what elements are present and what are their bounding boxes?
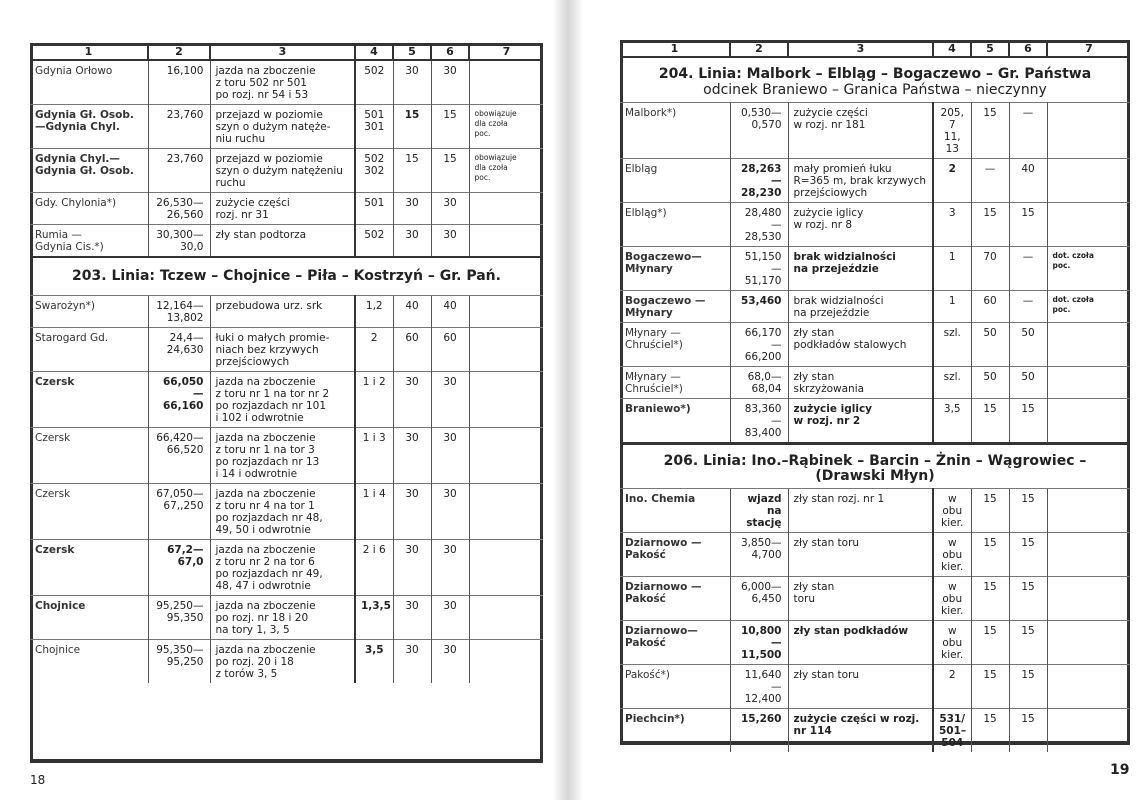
page-number-right: 19 <box>1110 762 1130 778</box>
speed-cell-6: 15 <box>1009 489 1047 533</box>
remarks-cell <box>1047 665 1130 709</box>
track-cell: szl. <box>933 367 971 399</box>
reason-cell: zużycie iglicy w rozj. nr 2 <box>788 399 933 444</box>
speed-cell-6: — <box>1009 291 1047 323</box>
column-header-row <box>620 40 1130 57</box>
col-header-1: 1 <box>30 43 148 60</box>
speed-cell-5: 15 <box>393 149 431 193</box>
remarks-cell <box>1047 577 1130 621</box>
location-cell: Bogaczewo — Młynary <box>620 291 730 323</box>
section-206-heading-row <box>620 444 1130 489</box>
reason-cell: przejazd w poziomie szyn o dużym natęże- niu ruchu <box>210 105 355 149</box>
speed-cell-5: 15 <box>971 665 1009 709</box>
reason-cell: brak widzialności na przejeździe <box>788 247 933 291</box>
km-cell: 23,760 <box>148 105 210 149</box>
speed-cell-6: 30 <box>431 225 469 258</box>
speed-cell-6: 15 <box>431 105 469 149</box>
location-cell: Braniewo*) <box>620 399 730 444</box>
table-row <box>620 533 1130 577</box>
table-row <box>30 225 543 258</box>
location-cell: Gdynia Gł. Osob. —Gdynia Chyl. <box>30 105 148 149</box>
km-cell: 16,100 <box>148 60 210 105</box>
track-cell: 1,3,5 <box>355 596 393 640</box>
km-cell: wjazd na stację <box>730 489 788 533</box>
reason-cell: przebudowa urz. srk <box>210 296 355 328</box>
km-cell: 15,260 <box>730 709 788 753</box>
reason-cell: jazda na zboczenie po rozj. 20 i 18 z torów 3, 5 <box>210 640 355 684</box>
speed-cell-6: 30 <box>431 193 469 225</box>
speed-cell-5: 30 <box>393 372 431 428</box>
location-cell: Bogaczewo— Młynary <box>620 247 730 291</box>
km-cell: 66,050— 66,160 <box>148 372 210 428</box>
table-row <box>620 159 1130 203</box>
speed-cell-6: 15 <box>1009 665 1047 709</box>
col-header-7: 7 <box>469 43 543 60</box>
reason-cell: zużycie części w rozj. nr 114 <box>788 709 933 753</box>
remarks-cell <box>1047 159 1130 203</box>
reason-cell: zły stan rozj. nr 1 <box>788 489 933 533</box>
remarks-cell: obowiązuje dla czoła poc. <box>469 149 543 193</box>
track-cell: 1 <box>933 247 971 291</box>
page-number-left: 18 <box>30 773 46 787</box>
speed-cell-5: — <box>971 159 1009 203</box>
km-cell: 66,420— 66,520 <box>148 428 210 484</box>
speed-cell-6: 15 <box>1009 577 1047 621</box>
speed-cell-5: 30 <box>393 540 431 596</box>
table-row <box>620 709 1130 753</box>
location-cell: Chojnice <box>30 640 148 684</box>
table-row <box>30 193 543 225</box>
km-cell: 51,150— 51,170 <box>730 247 788 291</box>
track-cell: 2 <box>355 328 393 372</box>
location-cell: Gdynia Orłowo <box>35 65 113 77</box>
speed-cell-6: 15 <box>1009 621 1047 665</box>
track-cell: 502 302 <box>355 149 393 193</box>
location-cell: Młynary — Chruściel*) <box>620 323 730 367</box>
track-cell: w obu kier. <box>933 533 971 577</box>
km-cell: 30,300— 30,0 <box>148 225 210 258</box>
remarks-cell <box>1047 367 1130 399</box>
km-cell: 12,164— 13,802 <box>148 296 210 328</box>
speed-cell-5: 15 <box>971 489 1009 533</box>
speed-cell-5: 15 <box>971 709 1009 753</box>
track-cell: w obu kier. <box>933 621 971 665</box>
speed-cell-6: 30 <box>431 428 469 484</box>
section-203-rows <box>30 296 543 684</box>
speed-cell-6: 60 <box>431 328 469 372</box>
section-206-subheading: (Drawski Młyn) <box>815 468 935 484</box>
track-cell: 3,5 <box>355 640 393 684</box>
speed-cell-5: 15 <box>971 577 1009 621</box>
speed-cell-5: 60 <box>393 328 431 372</box>
table-row <box>30 540 543 596</box>
col-header-2: 2 <box>730 40 788 57</box>
km-cell: 23,760 <box>148 149 210 193</box>
remarks-cell <box>469 596 543 640</box>
col-header-4: 4 <box>933 40 971 57</box>
speed-cell-5: 30 <box>393 596 431 640</box>
reason-cell: zły stan toru <box>788 577 933 621</box>
location-cell: Młynary — Chruściel*) <box>620 367 730 399</box>
left-page <box>30 43 543 763</box>
remarks-cell <box>469 540 543 596</box>
col-header-5: 5 <box>393 43 431 60</box>
table-row <box>620 323 1130 367</box>
table-row <box>620 665 1130 709</box>
reason-cell: jazda na zboczenie z toru nr 2 na tor 6 po rozjazdach nr 49, 48, 47 i odwrotnie <box>210 540 355 596</box>
speed-cell-6: 40 <box>431 296 469 328</box>
reason-cell: jazda na zboczenie z toru nr 1 na tor 3 po rozjazdach nr 13 i 14 i odwrotnie <box>210 428 355 484</box>
speed-cell-5: 15 <box>971 399 1009 444</box>
reason-cell: łuki o małych promie- niach bez krzywych przejściowych <box>210 328 355 372</box>
km-cell: 6,000— 6,450 <box>730 577 788 621</box>
col-header-2: 2 <box>148 43 210 60</box>
table-row <box>620 103 1130 159</box>
speed-cell-5: 15 <box>971 533 1009 577</box>
speed-cell-6: 30 <box>431 372 469 428</box>
section-204-heading-row <box>620 57 1130 103</box>
table-row <box>620 399 1130 444</box>
track-cell: 2 i 6 <box>355 540 393 596</box>
speed-cell-5: 30 <box>393 428 431 484</box>
location-cell: Ino. Chemia <box>620 489 730 533</box>
track-cell: 501 301 <box>355 105 393 149</box>
remarks-cell <box>469 225 543 258</box>
location-cell: Gdynia Chyl.— Gdynia Gł. Osob. <box>30 149 148 193</box>
reason-cell: zużycie części rozj. nr 31 <box>210 193 355 225</box>
track-cell: 1 i 2 <box>355 372 393 428</box>
speed-cell-6: 30 <box>431 596 469 640</box>
left-top-rows <box>30 60 543 257</box>
location-cell: Czersk <box>30 484 148 540</box>
location-cell: Elbląg*) <box>620 203 730 247</box>
col-header-3: 3 <box>210 43 355 60</box>
speed-cell-5: 30 <box>393 225 431 258</box>
km-cell: 95,250— 95,350 <box>148 596 210 640</box>
track-cell: 1 <box>933 291 971 323</box>
col-header-3: 3 <box>788 40 933 57</box>
speed-cell-5: 50 <box>971 367 1009 399</box>
track-cell: 531/ 501– 504 <box>933 709 971 753</box>
speed-cell-6: 50 <box>1009 367 1047 399</box>
km-cell: 53,460 <box>730 291 788 323</box>
section-206-rows <box>620 489 1130 753</box>
section-206-heading: 206. Linia: Ino.–Rąbinek – Barcin – Żnin – Wągrowiec – <box>663 453 1087 469</box>
col-header-1: 1 <box>620 40 730 57</box>
reason-cell: zły stan podtorza <box>210 225 355 258</box>
speed-cell-5: 15 <box>971 103 1009 159</box>
table-row <box>620 291 1130 323</box>
location-cell: Chojnice <box>30 596 148 640</box>
speed-cell-6: 40 <box>1009 159 1047 203</box>
speed-cell-5: 60 <box>971 291 1009 323</box>
km-cell: 28,263— 28,230 <box>730 159 788 203</box>
table-row <box>30 428 543 484</box>
reason-cell: jazda na zboczenie po rozj. nr 18 i 20 na tory 1, 3, 5 <box>210 596 355 640</box>
remarks-cell <box>1047 203 1130 247</box>
reason-cell: zużycie iglicy w rozj. nr 8 <box>788 203 933 247</box>
km-cell: 11,640— 12,400 <box>730 665 788 709</box>
km-cell: 0,530— 0,570 <box>730 103 788 159</box>
track-cell: 502 <box>355 60 393 105</box>
right-page <box>620 40 1130 749</box>
speed-cell-6: — <box>1009 247 1047 291</box>
table-row <box>620 203 1130 247</box>
reason-cell: zły stan podkładów stalowych <box>788 323 933 367</box>
table-row <box>620 489 1130 533</box>
remarks-cell <box>1047 533 1130 577</box>
track-cell: 1,2 <box>355 296 393 328</box>
table-row <box>30 105 543 149</box>
section-203-heading: 203. Linia: Tczew – Chojnice – Piła – Kostrzyń – Gr. Pań. <box>72 268 501 284</box>
section-204-rows <box>620 103 1130 444</box>
reason-cell: zły stan toru <box>788 665 933 709</box>
speed-cell-6: — <box>1009 103 1047 159</box>
track-cell: w obu kier. <box>933 577 971 621</box>
reason-cell: zły stan skrzyżowania <box>788 367 933 399</box>
speed-cell-6: 30 <box>431 60 469 105</box>
remarks-cell <box>469 484 543 540</box>
table-row <box>30 60 543 105</box>
remarks-cell <box>469 428 543 484</box>
speed-cell-5: 15 <box>971 621 1009 665</box>
location-cell: Elbląg <box>620 159 730 203</box>
speed-cell-6: 30 <box>431 540 469 596</box>
left-table <box>30 43 543 683</box>
section-203-heading-row <box>30 257 543 296</box>
remarks-cell <box>469 640 543 684</box>
table-row <box>30 296 543 328</box>
speed-cell-5: 40 <box>393 296 431 328</box>
location-cell: Czersk <box>30 428 148 484</box>
speed-cell-6: 30 <box>431 640 469 684</box>
col-header-6: 6 <box>1009 40 1047 57</box>
remarks-cell <box>1047 103 1130 159</box>
location-cell: Rumia — Gdynia Cis.*) <box>30 225 148 258</box>
table-row <box>30 328 543 372</box>
remarks-cell: obowiązuje dla czoła poc. <box>469 105 543 149</box>
reason-cell: mały promień łuku R=365 m, brak krzywych przejściowych <box>788 159 933 203</box>
table-row <box>620 621 1130 665</box>
section-204-heading: 204. Linia: Malbork – Elbląg – Bogaczewo – Gr. Państwa <box>658 66 1092 82</box>
col-header-6: 6 <box>431 43 469 60</box>
km-cell: 83,360— 83,400 <box>730 399 788 444</box>
location-cell: Malbork*) <box>620 103 730 159</box>
track-cell: 205, 7 11, 13 <box>933 103 971 159</box>
speed-cell-5: 30 <box>393 193 431 225</box>
col-header-5: 5 <box>971 40 1009 57</box>
km-cell: 26,530— 26,560 <box>148 193 210 225</box>
location-cell: Gdy. Chylonia*) <box>30 193 148 225</box>
location-cell: Pakość*) <box>620 665 730 709</box>
speed-cell-6: 15 <box>1009 533 1047 577</box>
speed-cell-5: 50 <box>971 323 1009 367</box>
reason-cell: brak widzialności na przejeździe <box>788 291 933 323</box>
speed-cell-6: 15 <box>431 149 469 193</box>
table-row <box>30 149 543 193</box>
table-row <box>620 577 1130 621</box>
speed-cell-6: 50 <box>1009 323 1047 367</box>
speed-cell-5: 15 <box>971 203 1009 247</box>
location-cell: Dziarnowo — Pakość <box>620 533 730 577</box>
table-row <box>30 640 543 684</box>
speed-cell-6: 15 <box>1009 203 1047 247</box>
speed-cell-5: 15 <box>393 105 431 149</box>
speed-cell-5: 30 <box>393 484 431 540</box>
speed-cell-6: 30 <box>431 484 469 540</box>
remarks-cell <box>469 60 543 105</box>
reason-cell: zły stan podkładów <box>788 621 933 665</box>
remarks-cell <box>1047 323 1130 367</box>
track-cell: 3 <box>933 203 971 247</box>
remarks-cell <box>1047 709 1130 753</box>
remarks-cell <box>469 193 543 225</box>
location-cell: Dziarnowo — Pakość <box>620 577 730 621</box>
location-cell: Czersk <box>30 372 148 428</box>
track-cell: 2 <box>933 665 971 709</box>
km-cell: 24,4— 24,630 <box>148 328 210 372</box>
reason-cell: jazda na zboczenie z toru nr 1 na tor nr 2 po rozjazdach nr 101 i 102 i odwrotnie <box>210 372 355 428</box>
remarks-cell <box>1047 489 1130 533</box>
table-row <box>620 247 1130 291</box>
km-cell: 3,850— 4,700 <box>730 533 788 577</box>
col-header-7: 7 <box>1047 40 1130 57</box>
right-table <box>620 40 1130 752</box>
km-cell: 67,050— 67,,250 <box>148 484 210 540</box>
speed-cell-6: 15 <box>1009 399 1047 444</box>
col-header-4: 4 <box>355 43 393 60</box>
km-cell: 67,2— 67,0 <box>148 540 210 596</box>
track-cell: szl. <box>933 323 971 367</box>
km-cell: 10,800— 11,500 <box>730 621 788 665</box>
remarks-cell <box>1047 399 1130 444</box>
location-cell: Starogard Gd. <box>30 328 148 372</box>
speed-cell-5: 30 <box>393 640 431 684</box>
track-cell: 2 <box>933 159 971 203</box>
column-header-row <box>30 43 543 60</box>
speed-cell-5: 30 <box>393 60 431 105</box>
table-row <box>30 596 543 640</box>
section-204-subheading: odcinek Braniewo – Granica Państwa – nieczynny <box>703 82 1047 98</box>
speed-cell-5: 70 <box>971 247 1009 291</box>
km-cell: 28,480— 28,530 <box>730 203 788 247</box>
location-cell: Dziarnowo— Pakość <box>620 621 730 665</box>
remarks-cell <box>469 296 543 328</box>
track-cell: 1 i 3 <box>355 428 393 484</box>
reason-cell: zły stan toru <box>788 533 933 577</box>
remarks-cell: dot. czoła poc. <box>1047 247 1130 291</box>
km-cell: 66,170— 66,200 <box>730 323 788 367</box>
location-cell: Czersk <box>30 540 148 596</box>
remarks-cell <box>469 372 543 428</box>
track-cell: 501 <box>355 193 393 225</box>
reason-cell: zużycie części w rozj. nr 181 <box>788 103 933 159</box>
remarks-cell: dot. czoła poc. <box>1047 291 1130 323</box>
speed-cell-6: 15 <box>1009 709 1047 753</box>
remarks-cell <box>1047 621 1130 665</box>
table-row <box>30 372 543 428</box>
table-row <box>620 367 1130 399</box>
reason-cell: przejazd w poziomie szyn o dużym natężeniu ruchu <box>210 149 355 193</box>
location-cell: Piechcin*) <box>620 709 730 753</box>
track-cell: 3,5 <box>933 399 971 444</box>
km-cell: 95,350— 95,250 <box>148 640 210 684</box>
track-cell: 502 <box>355 225 393 258</box>
reason-cell: jazda na zboczenie z toru 502 nr 501 po rozj. nr 54 i 53 <box>210 60 355 105</box>
location-cell: Swarożyn*) <box>30 296 148 328</box>
km-cell: 68,0— 68,04 <box>730 367 788 399</box>
book-spine <box>553 0 583 800</box>
track-cell: 1 i 4 <box>355 484 393 540</box>
track-cell: w obu kier. <box>933 489 971 533</box>
table-row <box>30 484 543 540</box>
remarks-cell <box>469 328 543 372</box>
reason-cell: jazda na zboczenie z toru nr 4 na tor 1 po rozjazdach nr 48, 49, 50 i odwrotnie <box>210 484 355 540</box>
